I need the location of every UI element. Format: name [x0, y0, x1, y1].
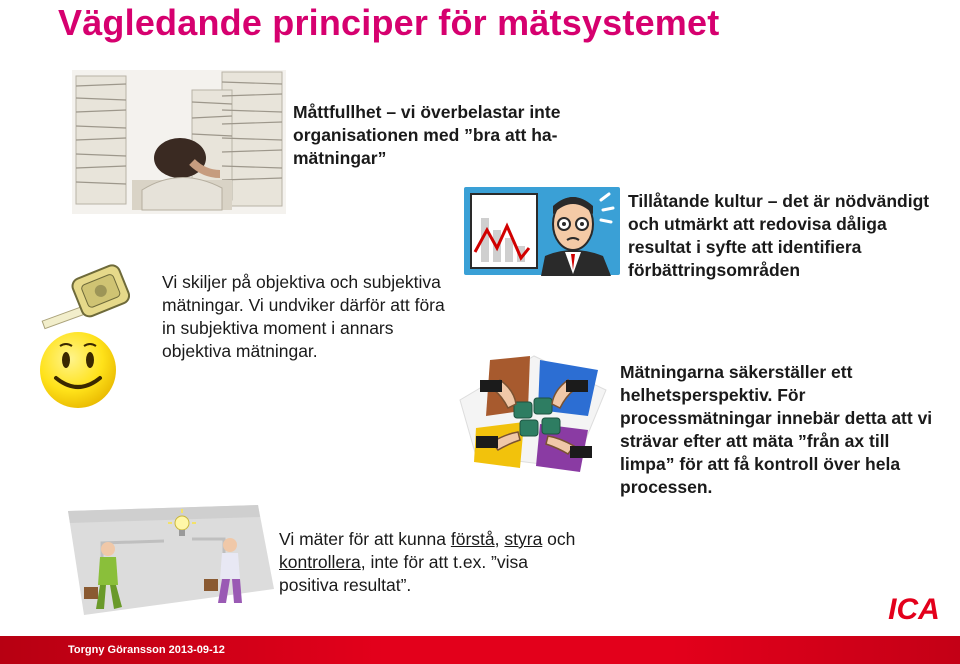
purpose-suffix: , inte för att t.ex. ”visa positiva resultat”.: [279, 552, 529, 595]
holistic-principle-text: Mätningarna säkerställer ett helhetsperspektiv. För processmätningar innebär detta att vi strävar efter att mäta ”från ax till limpa” för att få kontroll över hela processen.: [620, 362, 933, 497]
purpose-word-understand: förstå: [450, 529, 495, 549]
puzzle-hands-icon: [456, 350, 612, 474]
paper-stack-sleeping-man-icon: [72, 70, 286, 214]
smiley-icon: [38, 330, 118, 410]
culture-principle-text: Tillåtande kultur – det är nödvändigt och utmärkt att redovisa dåliga resultat i syfte att identifiera förbättringsområden: [628, 191, 930, 280]
footer-author-date: Torgny Göransson 2013-09-12: [68, 644, 225, 656]
chart-man-icon: [463, 186, 621, 276]
purpose-separator-1: ,: [494, 529, 505, 549]
page-title: Vägledande principer för mätsystemet: [58, 2, 720, 43]
objective-principle-text: Vi skiljer på objektiva och subjektiva mätningar. Vi undviker därför att föra in subjektiva moment i annars objektiva mätningar.: [162, 272, 445, 361]
lightbulb-people-icon: [68, 505, 274, 615]
tape-measure-icon: [38, 262, 130, 330]
purpose-prefix: Vi mäter för att kunna: [279, 529, 451, 549]
purpose-separator-2: och: [542, 529, 576, 549]
ica-logo-text: ICA: [888, 593, 940, 624]
purpose-text: [279, 528, 579, 597]
ica-logo: [884, 592, 944, 624]
overload-principle-text: Måttfullhet – vi överbelastar inte organisationen med ”bra att ha-mätningar”: [293, 102, 561, 168]
purpose-word-steer: styra: [504, 529, 543, 549]
purpose-word-control: kontrollera: [279, 552, 361, 572]
footer-bar: [0, 636, 960, 664]
